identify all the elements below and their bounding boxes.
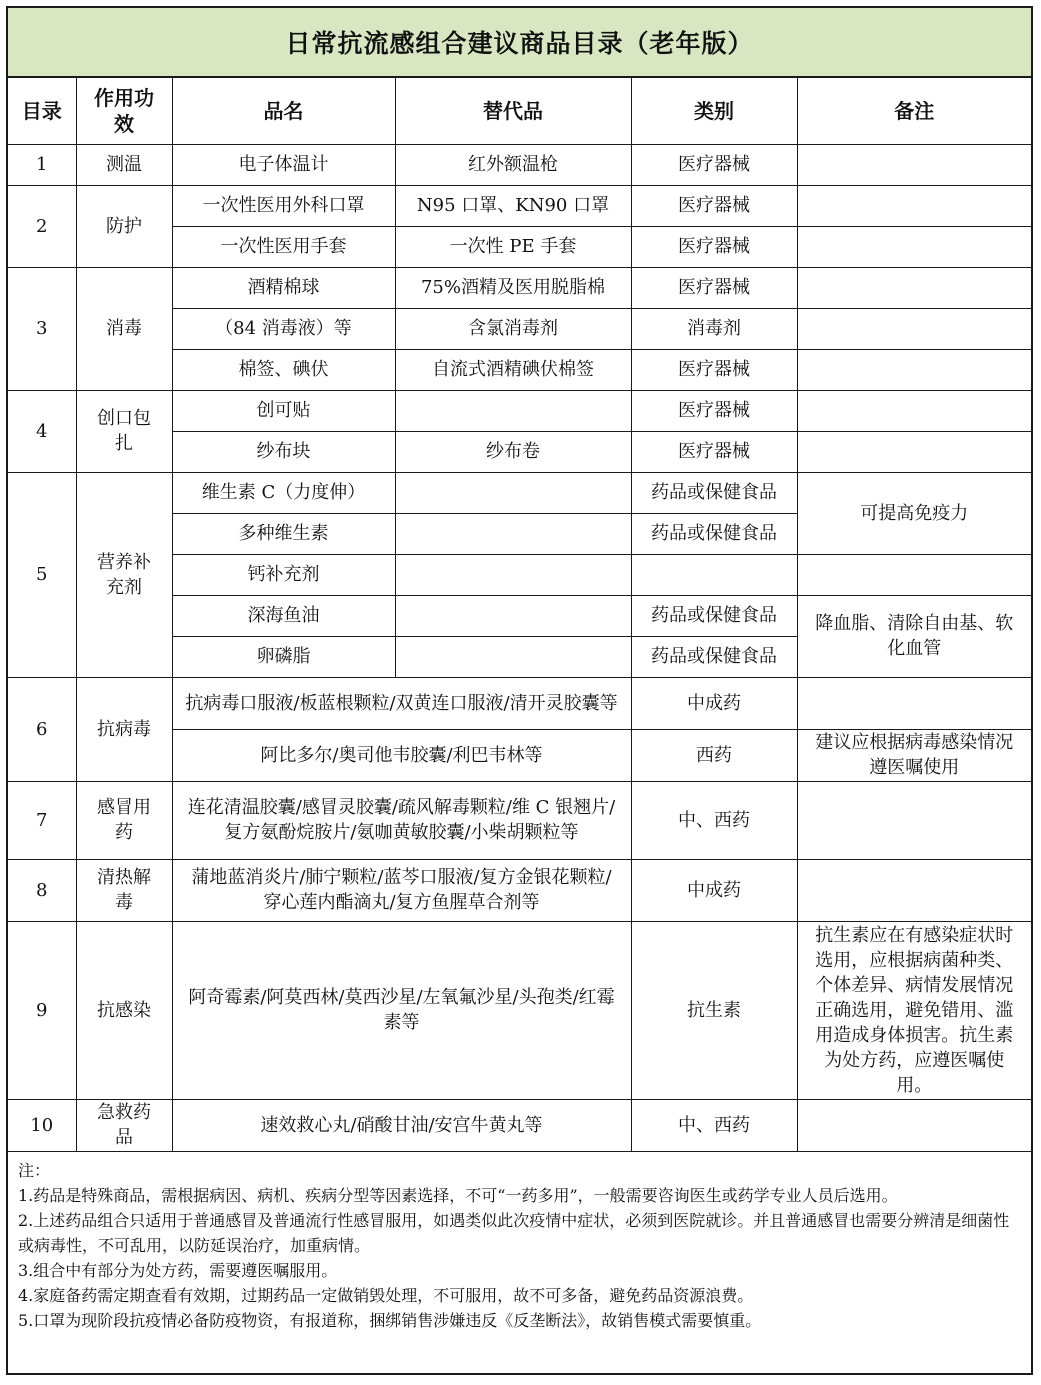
- row-name: 一次性医用外科口罩: [172, 185, 395, 226]
- row-index: 9: [8, 921, 76, 1099]
- row-category: 药品或保健食品: [631, 595, 797, 636]
- header-effect: 作用功效: [76, 78, 172, 144]
- header-index: 目录: [8, 78, 76, 144]
- row-remark: [797, 677, 1031, 729]
- row-index: 3: [8, 267, 76, 390]
- row-index: 1: [8, 144, 76, 185]
- header-category: 类别: [631, 78, 797, 144]
- notes-section: [18, 1158, 1021, 1333]
- row-remark: [797, 185, 1031, 226]
- row-name: 阿比多尔/奥司他韦胶囊/利巴韦林等: [172, 729, 631, 781]
- row-category: 药品或保健食品: [631, 636, 797, 677]
- row-alt: [395, 390, 631, 431]
- row-name: 深海鱼油: [172, 595, 395, 636]
- row-category: 药品或保健食品: [631, 472, 797, 513]
- row-name: 多种维生素: [172, 513, 395, 554]
- table-row: [8, 472, 1031, 513]
- row-remark: 建议应根据病毒感染情况遵医嘱使用: [797, 729, 1031, 781]
- row-category: 中成药: [631, 677, 797, 729]
- row-remark: [797, 349, 1031, 390]
- row-effect: 感冒用药: [76, 781, 172, 859]
- row-alt: N95 口罩、KN90 口罩: [395, 185, 631, 226]
- row-remark: [797, 308, 1031, 349]
- page-title: 日常抗流感组合建议商品目录（老年版）: [8, 8, 1031, 78]
- row-remark: [797, 144, 1031, 185]
- row-effect: 营养补充剂: [76, 472, 172, 677]
- note-item: 5.口罩为现阶段抗疫情必备防疫物资，有报道称，捆绑销售涉嫌违反《反垄断法》，故销售模式需要慎重。: [18, 1311, 762, 1330]
- row-name: 抗病毒口服液/板蓝根颗粒/双黄连口服液/清开灵胶囊等: [172, 677, 631, 729]
- row-remark: [797, 390, 1031, 431]
- row-category: 医疗器械: [631, 390, 797, 431]
- row-alt: 含氯消毒剂: [395, 308, 631, 349]
- row-effect: 创口包扎: [76, 390, 172, 472]
- row-remark: [797, 1099, 1031, 1151]
- row-remark: 抗生素应在有感染症状时选用，应根据病菌种类、个体差异、病情发展情况正确选用，避免错用、滥用造成身体损害。抗生素为处方药，应遵医嘱使用。: [797, 921, 1031, 1099]
- table-row: [8, 185, 1031, 226]
- row-effect: 清热解毒: [76, 859, 172, 921]
- row-category: 中成药: [631, 859, 797, 921]
- row-category: 医疗器械: [631, 144, 797, 185]
- row-remark: [797, 226, 1031, 267]
- row-name: 纱布块: [172, 431, 395, 472]
- row-name: 卵磷脂: [172, 636, 395, 677]
- row-alt: [395, 554, 631, 595]
- row-category: 医疗器械: [631, 185, 797, 226]
- row-name: 酒精棉球: [172, 267, 395, 308]
- table-row: [8, 144, 1031, 185]
- header-name: 品名: [172, 78, 395, 144]
- note-item: 4.家庭备药需定期查看有效期，过期药品一定做销毁处理，不可服用，故不可多备，避免药品资源浪费。: [18, 1286, 754, 1305]
- row-remark: [797, 781, 1031, 859]
- row-category: 医疗器械: [631, 267, 797, 308]
- row-alt: 自流式酒精碘伏棉签: [395, 349, 631, 390]
- row-name: 蒲地蓝消炎片/肺宁颗粒/蓝芩口服液/复方金银花颗粒/穿心莲内酯滴丸/复方鱼腥草合剂等: [172, 859, 631, 921]
- row-name: 连花清温胶囊/感冒灵胶囊/疏风解毒颗粒/维 C 银翘片/复方氨酚烷胺片/氨咖黄敏胶囊/小柴胡颗粒等: [172, 781, 631, 859]
- table-row: [8, 677, 1031, 729]
- table-row: [8, 859, 1031, 921]
- row-name: （84 消毒液）等: [172, 308, 395, 349]
- header-row: [8, 78, 1031, 144]
- row-category: 西药: [631, 729, 797, 781]
- row-alt: 红外额温枪: [395, 144, 631, 185]
- row-alt: 纱布卷: [395, 431, 631, 472]
- row-effect: 抗病毒: [76, 677, 172, 781]
- row-name: 维生素 C（力度伸）: [172, 472, 395, 513]
- row-category: 中、西药: [631, 781, 797, 859]
- row-effect: 急救药品: [76, 1099, 172, 1151]
- row-name: 速效救心丸/硝酸甘油/安宫牛黄丸等: [172, 1099, 631, 1151]
- note-item: 1.药品是特殊商品，需根据病因、病机、疾病分型等因素选择，不可“一药多用”，一般需要咨询医生或药学专业人员后选用。: [18, 1186, 898, 1205]
- row-index: 2: [8, 185, 76, 267]
- row-effect: 消毒: [76, 267, 172, 390]
- row-index: 5: [8, 472, 76, 677]
- row-remark: 降血脂、清除自由基、软化血管: [797, 595, 1031, 677]
- header-alt: 替代品: [395, 78, 631, 144]
- row-name: 创可贴: [172, 390, 395, 431]
- table-row: [8, 390, 1031, 431]
- row-effect: 测温: [76, 144, 172, 185]
- note-item: 3.组合中有部分为处方药，需要遵医嘱服用。: [18, 1261, 338, 1280]
- row-remark: [797, 554, 1031, 595]
- table-row: [8, 1099, 1031, 1151]
- notes-heading: 注：: [18, 1161, 51, 1180]
- row-alt: [395, 636, 631, 677]
- header-remark: 备注: [797, 78, 1031, 144]
- row-alt: 75%酒精及医用脱脂棉: [395, 267, 631, 308]
- row-alt: [395, 595, 631, 636]
- row-name: 电子体温计: [172, 144, 395, 185]
- note-item: 2.上述药品组合只适用于普通感冒及普通流行性感冒服用，如遇类似此次疫情中症状，必须到医院就诊。并且普通感冒也需要分辨清是细菌性或病毒性，不可乱用，以防延误治疗，加重病情。: [18, 1211, 1010, 1255]
- row-remark: [797, 859, 1031, 921]
- row-remark: [797, 267, 1031, 308]
- row-category: 医疗器械: [631, 349, 797, 390]
- row-index: 4: [8, 390, 76, 472]
- row-index: 8: [8, 859, 76, 921]
- row-remark: 可提高免疫力: [797, 472, 1031, 554]
- row-index: 6: [8, 677, 76, 781]
- row-category: 消毒剂: [631, 308, 797, 349]
- row-category: 抗生素: [631, 921, 797, 1099]
- row-category: 医疗器械: [631, 431, 797, 472]
- row-name: 钙补充剂: [172, 554, 395, 595]
- row-effect: 防护: [76, 185, 172, 267]
- document-frame: [6, 6, 1033, 1375]
- row-category: [631, 554, 797, 595]
- product-table: [8, 78, 1031, 1152]
- table-row: [8, 267, 1031, 308]
- row-index: 7: [8, 781, 76, 859]
- row-name: 一次性医用手套: [172, 226, 395, 267]
- row-effect: 抗感染: [76, 921, 172, 1099]
- row-remark: [797, 431, 1031, 472]
- row-index: 10: [8, 1099, 76, 1151]
- row-alt: [395, 472, 631, 513]
- row-category: 药品或保健食品: [631, 513, 797, 554]
- table-row: [8, 781, 1031, 859]
- row-name: 阿奇霉素/阿莫西林/莫西沙星/左氧氟沙星/头孢类/红霉素等: [172, 921, 631, 1099]
- row-category: 医疗器械: [631, 226, 797, 267]
- row-name: 棉签、碘伏: [172, 349, 395, 390]
- row-alt: [395, 513, 631, 554]
- row-category: 中、西药: [631, 1099, 797, 1151]
- table-row: [8, 921, 1031, 1099]
- row-alt: 一次性 PE 手套: [395, 226, 631, 267]
